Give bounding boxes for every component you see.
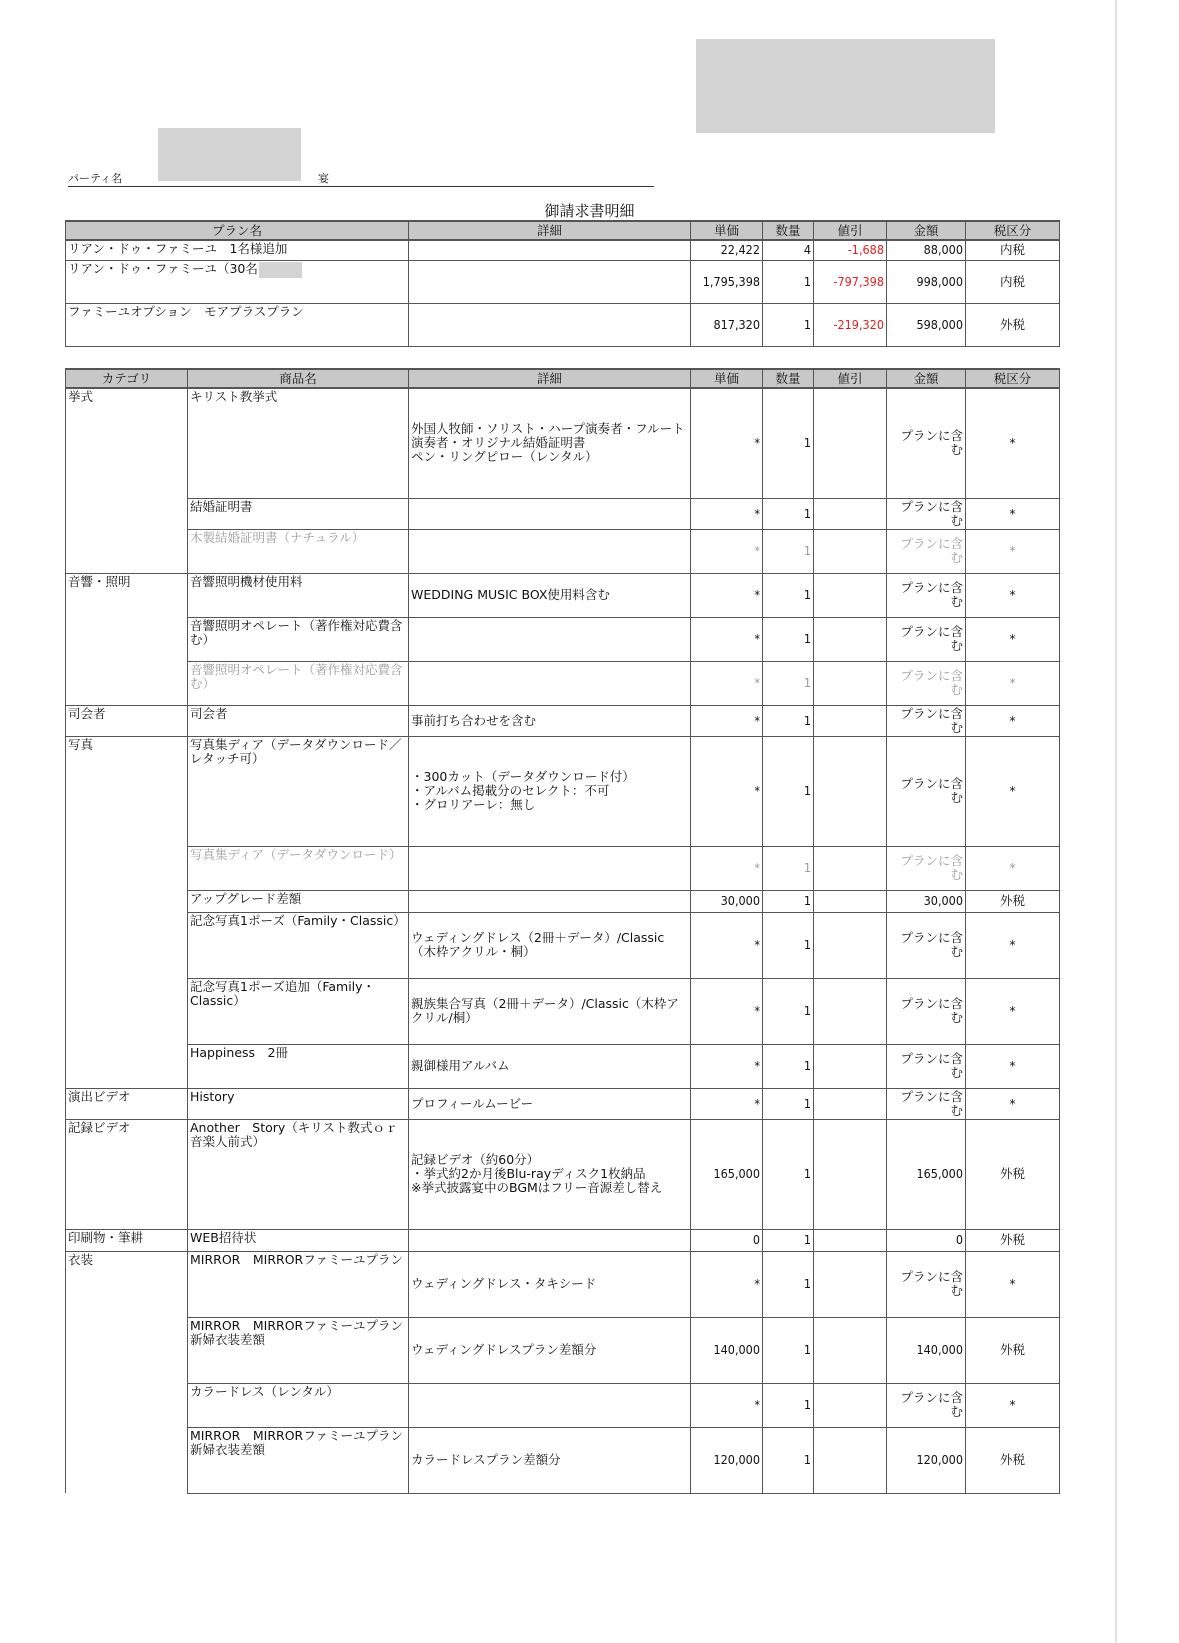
amount: プランに含む (887, 1383, 966, 1427)
discount (814, 1317, 887, 1383)
item-col-header: 税区分 (966, 369, 1060, 388)
tax-type: * (966, 705, 1060, 736)
product-name: 木製結婚証明書（ナチュラル） (188, 529, 409, 573)
item-detail (409, 498, 691, 529)
discount (814, 1383, 887, 1427)
discount: -219,320 (814, 303, 887, 346)
product-name: 結婚証明書 (188, 498, 409, 529)
item-table (65, 368, 1060, 1494)
discount (814, 1044, 887, 1088)
tax-type: * (966, 573, 1060, 617)
unit-price: * (691, 846, 763, 890)
quantity: 1 (763, 529, 814, 573)
discount: -797,398 (814, 260, 887, 303)
tax-type: * (966, 498, 1060, 529)
unit-price: * (691, 705, 763, 736)
plan-row (66, 303, 1060, 346)
product-name: MIRROR MIRRORファミーユプラン 新婦衣装差額 (188, 1427, 409, 1493)
item-row (66, 736, 1060, 846)
amount: プランに含む (887, 736, 966, 846)
item-col-header: カテゴリ (66, 369, 188, 388)
discount (814, 890, 887, 912)
plan-name: リアン・ドゥ・ファミーユ 1名様追加 (68, 241, 288, 256)
unit-price: 22,422 (691, 240, 763, 260)
amount: 88,000 (887, 240, 966, 260)
tax-type: * (966, 661, 1060, 705)
product-name: 写真集ディア（データダウンロード／レタッチ可） (188, 736, 409, 846)
quantity: 1 (763, 1427, 814, 1493)
category-cell: 演出ビデオ (66, 1088, 188, 1119)
quantity: 1 (763, 912, 814, 978)
item-detail: 記録ビデオ（約60分） ・挙式約2か月後Blu-rayディスク1枚納品 ※挙式披露宴中のBGMはフリー音源差し替え (409, 1119, 691, 1229)
item-col-header: 数量 (763, 369, 814, 388)
item-row (66, 705, 1060, 736)
discount (814, 1427, 887, 1493)
discount: -1,688 (814, 240, 887, 260)
unit-price: 0 (691, 1229, 763, 1251)
item-detail (409, 890, 691, 912)
quantity: 1 (763, 1044, 814, 1088)
discount (814, 661, 887, 705)
tax-type: 内税 (966, 240, 1060, 260)
unit-price: * (691, 617, 763, 661)
item-row (66, 661, 1060, 705)
tax-type: 外税 (966, 1317, 1060, 1383)
unit-price: * (691, 388, 763, 498)
unit-price: 1,795,398 (691, 260, 763, 303)
unit-price: * (691, 1044, 763, 1088)
quantity: 1 (763, 1317, 814, 1383)
tax-type: * (966, 736, 1060, 846)
amount: プランに含む (887, 1251, 966, 1317)
item-detail: 親御様用アルバム (409, 1044, 691, 1088)
item-row (66, 1119, 1060, 1229)
tax-type: 外税 (966, 1119, 1060, 1229)
product-name: アップグレード差額 (188, 890, 409, 912)
plan-name-cell (66, 260, 409, 303)
unit-price: * (691, 498, 763, 529)
discount (814, 705, 887, 736)
amount: プランに含む (887, 661, 966, 705)
unit-price: * (691, 736, 763, 846)
redacted-block (696, 39, 995, 133)
plan-col-header: 税区分 (966, 221, 1060, 240)
item-row (66, 890, 1060, 912)
item-row (66, 1317, 1060, 1383)
unit-price: * (691, 573, 763, 617)
product-name: 音響照明オペレート（著作権対応費含む） (188, 617, 409, 661)
redacted-plan-detail (259, 262, 302, 278)
tax-type: * (966, 1383, 1060, 1427)
discount (814, 1119, 887, 1229)
tax-type: 外税 (966, 303, 1060, 346)
discount (814, 736, 887, 846)
discount (814, 846, 887, 890)
tax-type: * (966, 1088, 1060, 1119)
product-name: MIRROR MIRRORファミーユプラン 新婦衣装差額 (188, 1317, 409, 1383)
plan-col-header: 数量 (763, 221, 814, 240)
unit-price: * (691, 1383, 763, 1427)
amount: プランに含む (887, 498, 966, 529)
item-row (66, 1044, 1060, 1088)
tax-type: * (966, 617, 1060, 661)
discount (814, 1088, 887, 1119)
quantity: 1 (763, 573, 814, 617)
item-detail: 事前打ち合わせを含む (409, 705, 691, 736)
item-row (66, 846, 1060, 890)
quantity: 1 (763, 978, 814, 1044)
product-name: キリスト教挙式 (188, 388, 409, 498)
tax-type: * (966, 978, 1060, 1044)
category-cell: 印刷物・筆耕 (66, 1229, 188, 1251)
discount (814, 498, 887, 529)
quantity: 1 (763, 617, 814, 661)
item-col-header: 値引 (814, 369, 887, 388)
product-name: History (188, 1088, 409, 1119)
unit-price: * (691, 661, 763, 705)
plan-col-header: 詳細 (409, 221, 691, 240)
item-detail: プロフィールムービー (409, 1088, 691, 1119)
item-detail: 外国人牧師・ソリスト・ハープ演奏者・フルート演奏者・オリジナル結婚証明書 ペン・リングピロー（レンタル） (409, 388, 691, 498)
quantity: 1 (763, 736, 814, 846)
tax-type: * (966, 529, 1060, 573)
item-detail: ウェディングドレスプラン差額分 (409, 1317, 691, 1383)
product-name: 司会者 (188, 705, 409, 736)
quantity: 1 (763, 705, 814, 736)
unit-price: * (691, 912, 763, 978)
amount: 165,000 (887, 1119, 966, 1229)
plan-col-header: 金額 (887, 221, 966, 240)
amount: 598,000 (887, 303, 966, 346)
item-row (66, 573, 1060, 617)
plan-name-cell (66, 303, 409, 346)
product-name: 音響照明機材使用料 (188, 573, 409, 617)
item-row (66, 498, 1060, 529)
discount (814, 912, 887, 978)
item-detail (409, 846, 691, 890)
quantity: 1 (763, 846, 814, 890)
item-detail (409, 661, 691, 705)
item-detail: ウェディングドレス・タキシード (409, 1251, 691, 1317)
plan-row (66, 240, 1060, 260)
amount: プランに含む (887, 1044, 966, 1088)
item-col-header: 金額 (887, 369, 966, 388)
quantity: 1 (763, 1251, 814, 1317)
amount: プランに含む (887, 573, 966, 617)
item-col-header: 単価 (691, 369, 763, 388)
plan-col-header: 単価 (691, 221, 763, 240)
item-detail: カラードレスプラン差額分 (409, 1427, 691, 1493)
amount: プランに含む (887, 529, 966, 573)
category-cell: 写真 (66, 736, 188, 1088)
amount: プランに含む (887, 912, 966, 978)
plan-name-cell (66, 240, 409, 260)
amount: プランに含む (887, 617, 966, 661)
party-name-label: パーティ名 (68, 172, 123, 185)
quantity: 1 (763, 661, 814, 705)
amount: 0 (887, 1229, 966, 1251)
product-name: カラードレス（レンタル） (188, 1383, 409, 1427)
discount (814, 529, 887, 573)
tax-type: * (966, 1251, 1060, 1317)
amount: プランに含む (887, 978, 966, 1044)
unit-price: 140,000 (691, 1317, 763, 1383)
plan-detail (409, 240, 691, 260)
quantity: 1 (763, 1383, 814, 1427)
document-title: 御請求書明細 (544, 202, 635, 220)
discount (814, 573, 887, 617)
unit-price: 120,000 (691, 1427, 763, 1493)
quantity: 1 (763, 1088, 814, 1119)
unit-price: 817,320 (691, 303, 763, 346)
item-row (66, 1383, 1060, 1427)
amount: プランに含む (887, 705, 966, 736)
amount: プランに含む (887, 388, 966, 498)
item-row (66, 912, 1060, 978)
unit-price: * (691, 1251, 763, 1317)
item-row (66, 1251, 1060, 1317)
plan-name: ファミーユオプション モアプラスプラン (68, 303, 304, 319)
item-row (66, 617, 1060, 661)
category-cell: 挙式 (66, 388, 188, 573)
unit-price: * (691, 978, 763, 1044)
redacted-party-name (158, 128, 301, 181)
product-name: Another Story（キリスト教式ｏｒ音楽人前式） (188, 1119, 409, 1229)
discount (814, 978, 887, 1044)
product-name: 音響照明オペレート（著作権対応費含む） (188, 661, 409, 705)
quantity: 1 (763, 498, 814, 529)
tax-type: 外税 (966, 890, 1060, 912)
item-detail: ウェディングドレス（2冊＋データ）/Classic（木枠アクリル・桐） (409, 912, 691, 978)
category-cell: 衣装 (66, 1251, 188, 1493)
category-cell: 記録ビデオ (66, 1119, 188, 1229)
amount: 140,000 (887, 1317, 966, 1383)
product-name: 記念写真1ポーズ（Family・Classic） (188, 912, 409, 978)
product-name: MIRROR MIRRORファミーユプラン (188, 1251, 409, 1317)
plan-detail (409, 303, 691, 346)
amount: 120,000 (887, 1427, 966, 1493)
party-name-line (68, 170, 654, 187)
plan-name: リアン・ドゥ・ファミーユ（30名 (68, 260, 258, 276)
amount: 30,000 (887, 890, 966, 912)
discount (814, 1251, 887, 1317)
amount: 998,000 (887, 260, 966, 303)
tax-type: * (966, 846, 1060, 890)
product-name: Happiness 2冊 (188, 1044, 409, 1088)
tax-type: 内税 (966, 260, 1060, 303)
plan-col-header: プラン名 (66, 221, 409, 240)
tax-type: 外税 (966, 1229, 1060, 1251)
quantity: 1 (763, 1119, 814, 1229)
quantity: 1 (763, 388, 814, 498)
quantity: 1 (763, 1229, 814, 1251)
quantity: 4 (763, 240, 814, 260)
product-name: 記念写真1ポーズ追加（Family・Classic） (188, 978, 409, 1044)
item-detail (409, 1383, 691, 1427)
unit-price: * (691, 1088, 763, 1119)
unit-price: 30,000 (691, 890, 763, 912)
category-cell: 司会者 (66, 705, 188, 736)
item-detail: 親族集合写真（2冊＋データ）/Classic（木枠アクリル/桐） (409, 978, 691, 1044)
item-detail: ・300カット（データダウンロード付） ・アルバム掲載分のセレクト：不可 ・グロリアーレ：無し (409, 736, 691, 846)
tax-type: 外税 (966, 1427, 1060, 1493)
tax-type: * (966, 388, 1060, 498)
item-col-header: 詳細 (409, 369, 691, 388)
item-row (66, 1427, 1060, 1493)
item-row (66, 978, 1060, 1044)
product-name: 写真集ディア（データダウンロード） (188, 846, 409, 890)
item-detail (409, 1229, 691, 1251)
unit-price: 165,000 (691, 1119, 763, 1229)
item-col-header: 商品名 (188, 369, 409, 388)
product-name: WEB招待状 (188, 1229, 409, 1251)
plan-col-header: 値引 (814, 221, 887, 240)
page-edge (1115, 0, 1117, 1643)
item-detail: WEDDING MUSIC BOX使用料含む (409, 573, 691, 617)
quantity: 1 (763, 260, 814, 303)
unit-price: * (691, 529, 763, 573)
quantity: 1 (763, 303, 814, 346)
item-detail (409, 529, 691, 573)
plan-detail (409, 260, 691, 303)
item-row (66, 1229, 1060, 1251)
category-cell: 音響・照明 (66, 573, 188, 705)
party-name-suffix: 宴 (318, 172, 329, 185)
item-row (66, 529, 1060, 573)
item-detail (409, 617, 691, 661)
quantity: 1 (763, 890, 814, 912)
amount: プランに含む (887, 1088, 966, 1119)
item-row (66, 1088, 1060, 1119)
discount (814, 1229, 887, 1251)
discount (814, 388, 887, 498)
plan-table (65, 220, 1060, 347)
tax-type: * (966, 912, 1060, 978)
discount (814, 617, 887, 661)
amount: プランに含む (887, 846, 966, 890)
tax-type: * (966, 1044, 1060, 1088)
item-row (66, 388, 1060, 498)
plan-row (66, 260, 1060, 303)
